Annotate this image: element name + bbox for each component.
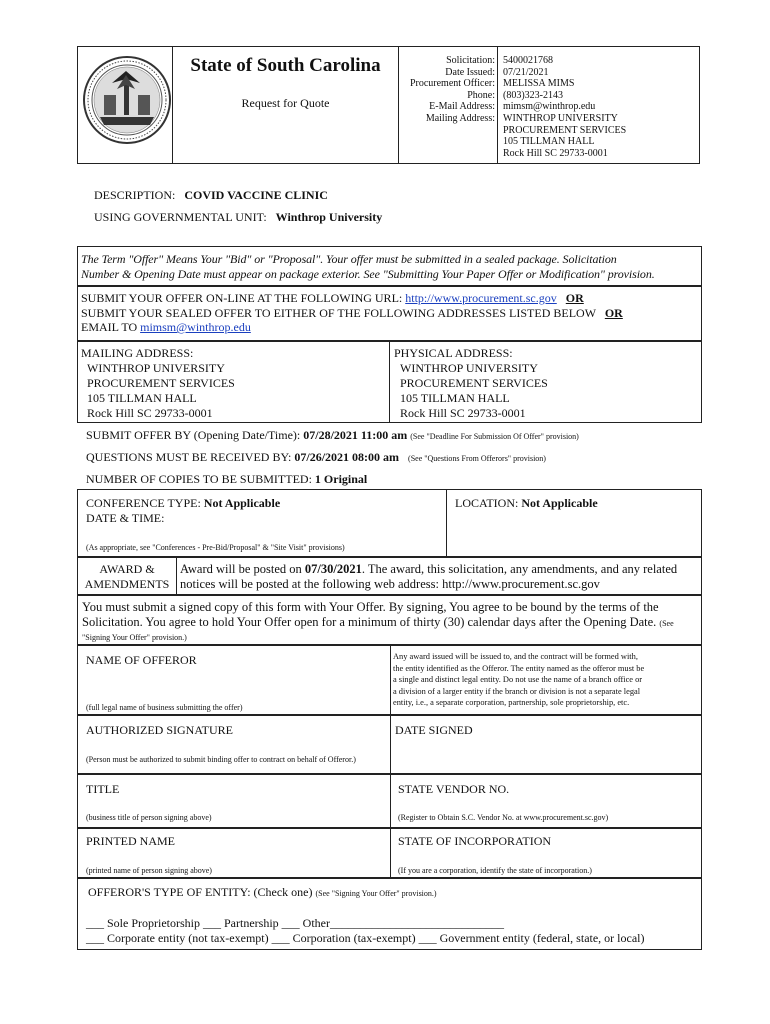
conference-box [77,489,702,557]
incorporation-note: (If you are a corporation, identify the state of incorporation.) [398,866,592,875]
value-procurement-officer: MELISSA MIMS [503,78,575,90]
award-box [77,557,702,595]
state-seal-icon [82,55,172,145]
governmental-unit-label: USING GOVERNMENTAL UNIT: [94,210,267,224]
sign-notice-see: (See [659,618,674,628]
title-field[interactable] [78,775,390,827]
conference-datetime-label: DATE & TIME: [86,511,165,525]
physical-address-line: Rock Hill SC 29733-0001 [400,406,526,420]
award-notice-line: a division of a larger entity if the branch or division is not a separate legal [393,686,641,696]
mailing-address [81,346,235,421]
offeror-award-notice [393,651,701,709]
page-subtitle: Request for Quote [241,96,330,110]
submit-online-line [81,291,701,306]
header-values [503,55,698,159]
mailing-address-line: Rock Hill SC 29733-0001 [87,406,213,420]
offeror-divider [390,645,391,715]
award-suffix: . The award, this solicitation, any amendments, and any related [361,562,678,576]
header-divider-right [398,46,399,164]
submit-sealed-label: SUBMIT YOUR SEALED OFFER TO EITHER OF THE FOLLOWING ADDRESSES LISTED BELOW [81,305,596,320]
value-date-issued: 07/21/2021 [503,66,549,78]
entity-option-line[interactable]: ___ Corporate entity (not tax-exempt) ___ Corporation (tax-exempt) ___ Government entity (federal, state, or local) [86,930,645,945]
email-to-label: EMAIL TO [81,320,138,334]
printed-name-field[interactable] [78,829,390,877]
sign-notice-text [82,600,700,646]
value-email: mimsm@winthrop.edu [503,101,596,113]
value-mailing-line: PROCUREMENT SERVICES [503,124,627,136]
mailing-address-line: WINTHROP UNIVERSITY [87,361,225,375]
offeror-name-field[interactable] [78,646,390,714]
sign-notice-provision: "Signing Your Offer" provision.) [82,633,187,642]
submit-box [77,286,702,341]
submit-offer-by-value: 07/28/2021 11:00 am [303,428,408,442]
label-phone: Phone: [467,89,495,101]
award-label [78,562,176,592]
printed-box [77,828,702,878]
conference-location [455,496,598,511]
sign-notice-box [77,595,702,645]
location-value: Not Applicable [521,496,598,510]
award-label-line: AWARD & [99,562,155,576]
submit-text [81,291,701,335]
label-solicitation: Solicitation: [446,55,495,66]
physical-address-line: WINTHROP UNIVERSITY [400,361,538,375]
title-note: (business title of person signing above) [86,813,212,822]
incorporation-label: STATE OF INCORPORATION [398,834,552,848]
mailing-address-line: 105 TILLMAN HALL [87,391,197,405]
vendor-number-field[interactable] [391,775,701,827]
term-notice-line: Number & Opening Date must appear on package exterior. See "Submitting Your Paper Offer or Modification" provision. [81,267,655,281]
governmental-unit-line [94,210,382,225]
location-label: LOCATION: [455,496,519,510]
conference-note: (As appropriate, see "Conferences - Pre-Bid/Proposal" & "Site Visit" provisions) [86,543,345,552]
description-value: COVID VACCINE CLINIC [184,188,328,202]
header-box [77,46,700,164]
questions-line [86,450,546,465]
questions-note: (See "Questions From Offerors" provision) [408,454,546,463]
physical-address-title: PHYSICAL ADDRESS: [394,346,513,360]
printed-name-note: (printed name of person signing above) [86,866,212,875]
conference-divider [446,489,447,557]
submit-offer-by-note: (See "Deadline For Submission Of Offer" provision) [410,432,579,441]
award-notice-line: a single and distinct legal entity. Do not use the name of a branch office or [393,675,643,684]
vendor-note: (Register to Obtain S.C. Vendor No. at www.procurement.sc.gov) [398,813,609,822]
offeror-name-note: (full legal name of business submitting the offer) [86,703,243,712]
submit-offer-by-label: SUBMIT OFFER BY (Opening Date/Time): [86,428,301,442]
physical-address-line: 105 TILLMAN HALL [400,391,510,405]
submit-email-line [81,320,701,335]
signature-note: (Person must be authorized to submit binding offer to contract on behalf of Offeror.) [86,755,356,764]
questions-value: 07/26/2021 08:00 am [294,450,400,464]
copies-label: NUMBER OF COPIES TO BE SUBMITTED: [86,472,312,486]
award-label-line: AMENDMENTS [84,577,170,591]
term-notice-text [81,252,701,282]
signature-field[interactable] [78,716,390,773]
offeror-name-label: NAME OF OFFEROR [86,653,197,667]
conference-type-value: Not Applicable [203,496,281,510]
signature-label: AUTHORIZED SIGNATURE [86,723,233,737]
submit-online-label: SUBMIT YOUR OFFER ON-LINE AT THE FOLLOWING URL: [81,291,403,305]
mailing-address-title: MAILING ADDRESS: [81,346,194,360]
label-email: E-Mail Address: [429,101,495,113]
page-title: State of South Carolina [190,55,381,76]
address-box [77,341,702,423]
description-label: DESCRIPTION: [94,188,176,202]
submit-sealed-line [81,306,701,321]
entity-box [77,878,702,950]
email-link[interactable]: mimsm@winthrop.edu [140,320,251,334]
mailing-address-line: PROCUREMENT SERVICES [87,376,235,390]
award-prefix: Award will be posted on [180,562,302,576]
award-date: 07/30/2021 [304,562,362,576]
entity-label: OFFEROR'S TYPE OF ENTITY: (Check one) [88,885,313,899]
award-text [180,562,700,592]
entity-option-line[interactable]: ___ Sole Proprietorship ___ Partnership ___ Other_____________________________ [86,916,504,930]
conference-type [86,496,280,526]
value-mailing-line: WINTHROP UNIVERSITY [503,112,618,124]
printed-name-label: PRINTED NAME [86,834,175,848]
vendor-label: STATE VENDOR NO. [398,782,510,796]
sign-notice-line: You must submit a signed copy of this form with Your Offer. By signing, You agree to be bound by the terms of the [82,600,659,614]
incorporation-field[interactable] [391,829,701,877]
title-box [77,774,702,828]
copies-line [86,472,367,487]
entity-note: (See "Signing Your Offer" provision.) [315,889,437,898]
value-mailing-line: Rock Hill SC 29733-0001 [503,147,608,159]
conference-type-label: CONFERENCE TYPE: [86,496,201,510]
title-label: TITLE [86,782,120,796]
submit-offer-by-line [86,428,579,443]
header-labels [400,55,495,125]
term-notice-box [77,246,702,286]
label-mailing-address: Mailing Address: [425,112,495,124]
sign-notice-line: Solicitation. You agree to hold Your Offer open for a minimum of thirty (30) calendar days after the Opening Date. [82,614,657,629]
award-notice-line: Any award issued will be issued to, and the contract will be formed with, [393,652,638,661]
award-line2: notices will be posted at the following web address: http://www.procurement.sc.gov [180,577,600,591]
copies-value: 1 Original [314,472,368,486]
award-notice-line: the entity identified as the Offeror. The entity named as the offeror must be [393,663,645,673]
award-notice-line: entity, i.e., a separate corporation, partnership, sole proprietorship, etc. [393,698,630,707]
value-solicitation: 5400021768 [503,55,553,66]
physical-address [394,346,548,421]
date-signed-label: DATE SIGNED [395,723,473,737]
value-mailing-line: 105 TILLMAN HALL [503,136,595,148]
term-notice-line: The Term "Offer" Means Your "Bid" or "Proposal". Your offer must be submitted in a sealed package. Solicitation [81,252,617,266]
label-date-issued: Date Issued: [445,66,495,78]
or-label: OR [565,291,584,305]
entity-header [88,885,437,900]
label-procurement-officer: Procurement Officer: [409,78,495,90]
description-line [94,188,328,203]
value-phone: (803)323-2143 [503,89,563,101]
header-values-divider [497,46,498,164]
physical-address-line: PROCUREMENT SERVICES [400,376,548,390]
or-label: OR [604,305,623,320]
entity-options [86,916,645,945]
procurement-url-link[interactable]: http://www.procurement.sc.gov [405,291,557,305]
governmental-unit-value: Winthrop University [275,210,383,224]
offeror-name-box [77,645,702,715]
signature-box [77,715,702,774]
award-divider [176,557,177,595]
date-signed-field[interactable] [391,716,701,773]
questions-label: QUESTIONS MUST BE RECEIVED BY: [86,450,292,464]
address-divider [389,341,390,423]
